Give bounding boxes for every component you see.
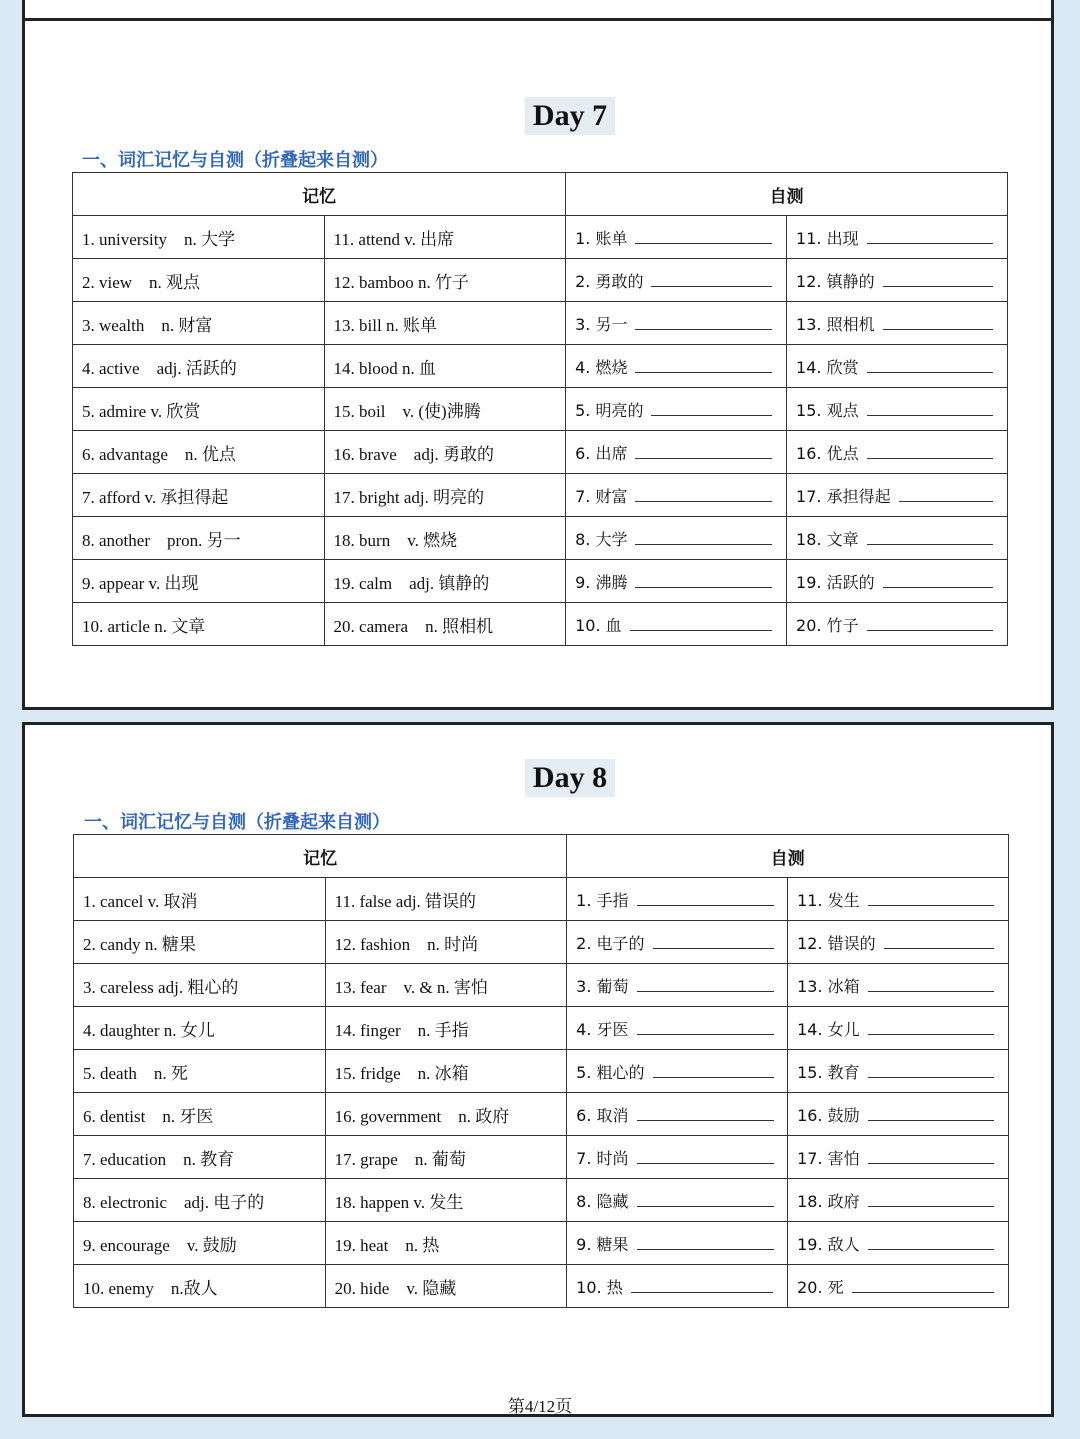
- answer-blank[interactable]: [883, 315, 993, 330]
- table-row: [73, 388, 1008, 431]
- memory-word-cell: [325, 1179, 567, 1222]
- answer-blank[interactable]: [852, 1278, 994, 1293]
- memory-word-cell: [324, 302, 566, 345]
- answer-blank[interactable]: [637, 1149, 774, 1164]
- answer-blank[interactable]: [867, 358, 993, 373]
- test-word-cell: [566, 517, 787, 560]
- cell-text: 14. 欣赏: [796, 357, 859, 377]
- cell-text: 11. 出现: [796, 228, 859, 248]
- cell-text: 2. view n. 观点: [82, 272, 201, 292]
- memory-word-cell: [325, 878, 567, 921]
- cell-text: 1. cancel v. 取消: [83, 891, 198, 911]
- day8-section-heading: 一、词汇记忆与自测（折叠起来自测）: [84, 812, 390, 833]
- test-word-cell: [566, 603, 787, 646]
- cell-text: 12. 镇静的: [796, 271, 875, 291]
- cell-text: 14. finger n. 手指: [334, 1020, 469, 1040]
- cell-text: 16. 鼓励: [797, 1105, 860, 1125]
- day8-vocab-table: [73, 834, 1009, 1308]
- memory-word-cell: [73, 259, 325, 302]
- cell-text: 12. bamboo n. 竹子: [333, 272, 470, 292]
- memory-word-cell: [74, 921, 326, 964]
- cell-text: 18. happen v. 发生: [334, 1192, 464, 1212]
- cell-text: 3. careless adj. 粗心的: [83, 977, 239, 997]
- answer-blank[interactable]: [635, 530, 772, 545]
- cell-text: 9. 沸腾: [575, 572, 628, 592]
- answer-blank[interactable]: [868, 1149, 994, 1164]
- answer-blank[interactable]: [867, 530, 993, 545]
- table-row: [74, 921, 1009, 964]
- cell-text: 6. 取消: [576, 1105, 629, 1125]
- test-word-cell: [566, 259, 787, 302]
- answer-blank[interactable]: [868, 891, 994, 906]
- cell-text: 2. 电子的: [576, 933, 645, 953]
- cell-text: 10. article n. 文章: [82, 616, 206, 636]
- cell-text: 20. camera n. 照相机: [333, 616, 494, 636]
- cell-text: 15. fridge n. 冰箱: [334, 1063, 469, 1083]
- memory-word-cell: [324, 560, 566, 603]
- cell-text: 8. 大学: [575, 529, 628, 549]
- cell-text: 4. 燃烧: [575, 357, 628, 377]
- answer-blank[interactable]: [637, 1020, 774, 1035]
- table-row: [73, 345, 1008, 388]
- cell-text: 16. 优点: [796, 443, 859, 463]
- memory-word-cell: [325, 921, 567, 964]
- test-word-cell: [787, 560, 1008, 603]
- test-word-cell: [788, 878, 1009, 921]
- test-word-cell: [788, 921, 1009, 964]
- memory-word-cell: [73, 474, 325, 517]
- answer-blank[interactable]: [651, 272, 772, 287]
- cell-text: 11. false adj. 错误的: [334, 891, 477, 911]
- answer-blank[interactable]: [868, 1235, 994, 1250]
- self-test-header: 自测: [567, 835, 1009, 878]
- cell-text: 7. education n. 教育: [83, 1149, 235, 1169]
- test-word-cell: [787, 474, 1008, 517]
- cell-text: 5. 粗心的: [576, 1062, 645, 1082]
- test-word-cell: [567, 1179, 788, 1222]
- cell-text: 14. 女儿: [797, 1019, 860, 1039]
- answer-blank[interactable]: [867, 444, 993, 459]
- test-word-cell: [567, 1007, 788, 1050]
- test-word-cell: [787, 302, 1008, 345]
- answer-blank[interactable]: [637, 1192, 774, 1207]
- day7-vocab-table: [72, 172, 1008, 646]
- cell-text: 2. 勇敢的: [575, 271, 644, 291]
- cell-text: 17. 承担得起: [796, 486, 891, 506]
- cell-text: 9. encourage v. 鼓励: [83, 1235, 237, 1255]
- answer-blank[interactable]: [868, 1020, 994, 1035]
- test-word-cell: [787, 603, 1008, 646]
- cell-text: 18. burn v. 燃烧: [333, 530, 458, 550]
- test-word-cell: [567, 1222, 788, 1265]
- cell-text: 8. electronic adj. 电子的: [83, 1192, 265, 1212]
- memory-word-cell: [73, 517, 325, 560]
- cell-text: 20. hide v. 隐藏: [334, 1278, 457, 1298]
- cell-text: 11. 发生: [797, 890, 860, 910]
- cell-text: 18. 文章: [796, 529, 859, 549]
- answer-blank[interactable]: [868, 977, 994, 992]
- table-row: [74, 1050, 1009, 1093]
- answer-blank[interactable]: [867, 616, 993, 631]
- memory-word-cell: [324, 345, 566, 388]
- answer-blank[interactable]: [883, 272, 993, 287]
- memory-word-cell: [73, 345, 325, 388]
- answer-blank[interactable]: [899, 487, 993, 502]
- memory-word-cell: [74, 878, 326, 921]
- cell-text: 20. 竹子: [796, 615, 859, 635]
- memory-word-cell: [73, 603, 325, 646]
- answer-blank[interactable]: [635, 315, 772, 330]
- cell-text: 20. 死: [797, 1277, 844, 1297]
- table-row: [73, 302, 1008, 345]
- test-word-cell: [787, 517, 1008, 560]
- answer-blank[interactable]: [868, 1106, 994, 1121]
- answer-blank[interactable]: [868, 1192, 994, 1207]
- test-word-cell: [567, 1093, 788, 1136]
- self-test-header: 自测: [566, 173, 1008, 216]
- test-word-cell: [567, 1050, 788, 1093]
- test-word-cell: [788, 1050, 1009, 1093]
- answer-blank[interactable]: [637, 1106, 774, 1121]
- test-word-cell: [566, 560, 787, 603]
- memory-word-cell: [74, 1050, 326, 1093]
- table-row: [74, 1136, 1009, 1179]
- memory-word-cell: [74, 1265, 326, 1308]
- test-word-cell: [566, 431, 787, 474]
- cell-text: 19. 敌人: [797, 1234, 860, 1254]
- cell-text: 12. fashion n. 时尚: [334, 934, 479, 954]
- cell-text: 7. afford v. 承担得起: [82, 487, 229, 507]
- memory-header: 记忆: [73, 173, 566, 216]
- cell-text: 3. 葡萄: [576, 976, 629, 996]
- test-word-cell: [788, 1136, 1009, 1179]
- test-word-cell: [567, 964, 788, 1007]
- memory-word-cell: [324, 517, 566, 560]
- table-row: [73, 560, 1008, 603]
- table-row: [74, 1265, 1009, 1308]
- memory-word-cell: [324, 216, 566, 259]
- cell-text: 5. death n. 死: [83, 1063, 188, 1083]
- memory-word-cell: [324, 388, 566, 431]
- cell-text: 3. wealth n. 财富: [82, 315, 213, 335]
- table-row: [74, 1007, 1009, 1050]
- answer-blank[interactable]: [653, 934, 774, 949]
- answer-blank[interactable]: [635, 573, 772, 588]
- cell-text: 19. 活跃的: [796, 572, 875, 592]
- test-word-cell: [787, 259, 1008, 302]
- test-word-cell: [787, 431, 1008, 474]
- test-word-cell: [788, 1179, 1009, 1222]
- cell-text: 15. 教育: [797, 1062, 860, 1082]
- table-row: [74, 1222, 1009, 1265]
- cell-text: 1. 手指: [576, 890, 629, 910]
- answer-blank[interactable]: [635, 229, 772, 244]
- memory-word-cell: [74, 1222, 326, 1265]
- test-word-cell: [566, 345, 787, 388]
- memory-word-cell: [324, 474, 566, 517]
- test-word-cell: [566, 474, 787, 517]
- memory-word-cell: [73, 216, 325, 259]
- cell-text: 11. attend v. 出席: [333, 229, 455, 249]
- answer-blank[interactable]: [635, 487, 772, 502]
- cell-text: 19. heat n. 热: [334, 1235, 440, 1255]
- test-word-cell: [566, 216, 787, 259]
- cell-text: 2. candy n. 糖果: [83, 934, 196, 954]
- memory-header: 记忆: [74, 835, 567, 878]
- day7-section-heading: 一、词汇记忆与自测（折叠起来自测）: [82, 150, 388, 171]
- memory-word-cell: [325, 1007, 567, 1050]
- test-word-cell: [788, 964, 1009, 1007]
- cell-text: 13. 冰箱: [797, 976, 860, 996]
- cell-text: 4. daughter n. 女儿: [83, 1020, 215, 1040]
- cell-text: 17. grape n. 葡萄: [334, 1149, 466, 1169]
- test-word-cell: [567, 1265, 788, 1308]
- cell-text: 10. 血: [575, 615, 622, 635]
- cell-text: 10. 热: [576, 1277, 623, 1297]
- answer-blank[interactable]: [651, 401, 772, 416]
- cell-text: 4. 牙医: [576, 1019, 629, 1039]
- cell-text: 5. admire v. 欣赏: [82, 401, 201, 421]
- test-word-cell: [788, 1007, 1009, 1050]
- answer-blank[interactable]: [868, 1063, 994, 1078]
- answer-blank[interactable]: [635, 358, 772, 373]
- day7-title: Day 7: [0, 97, 1080, 135]
- test-word-cell: [787, 388, 1008, 431]
- cell-text: 17. 害怕: [797, 1148, 860, 1168]
- cell-text: 6. dentist n. 牙医: [83, 1106, 214, 1126]
- table-row: [74, 1179, 1009, 1222]
- answer-blank[interactable]: [631, 1278, 773, 1293]
- cell-text: 1. 账单: [575, 228, 628, 248]
- memory-word-cell: [325, 1136, 567, 1179]
- memory-word-cell: [74, 1136, 326, 1179]
- table-row: [73, 216, 1008, 259]
- cell-text: 16. government n. 政府: [334, 1106, 510, 1126]
- page-number: 第4/12页: [507, 1397, 573, 1416]
- table-row: [74, 964, 1009, 1007]
- cell-text: 10. enemy n.敌人: [83, 1278, 218, 1298]
- cell-text: 15. boil v. (使)沸腾: [333, 401, 481, 421]
- cell-text: 1. university n. 大学: [82, 229, 235, 249]
- answer-blank[interactable]: [884, 934, 994, 949]
- answer-blank[interactable]: [637, 891, 774, 906]
- cell-text: 13. fear v. & n. 害怕: [334, 977, 488, 997]
- test-word-cell: [787, 216, 1008, 259]
- cell-text: 3. 另一: [575, 314, 628, 334]
- memory-word-cell: [324, 431, 566, 474]
- cell-text: 9. 糖果: [576, 1234, 629, 1254]
- cell-text: 19. calm adj. 镇静的: [333, 573, 490, 593]
- cell-text: 12. 错误的: [797, 933, 876, 953]
- answer-blank[interactable]: [630, 616, 772, 631]
- table-row: [73, 431, 1008, 474]
- memory-word-cell: [74, 1007, 326, 1050]
- day8-title: Day 8: [0, 759, 1080, 797]
- memory-word-cell: [74, 1179, 326, 1222]
- answer-blank[interactable]: [867, 229, 993, 244]
- test-word-cell: [566, 388, 787, 431]
- cell-text: 15. 观点: [796, 400, 859, 420]
- memory-word-cell: [73, 431, 325, 474]
- memory-word-cell: [73, 302, 325, 345]
- test-word-cell: [788, 1093, 1009, 1136]
- table-row: [73, 474, 1008, 517]
- cell-text: 7. 时尚: [576, 1148, 629, 1168]
- memory-word-cell: [325, 1222, 567, 1265]
- answer-blank[interactable]: [883, 573, 993, 588]
- test-word-cell: [788, 1265, 1009, 1308]
- answer-blank[interactable]: [637, 1235, 774, 1250]
- cell-text: 13. bill n. 账单: [333, 315, 437, 335]
- test-word-cell: [787, 345, 1008, 388]
- memory-word-cell: [324, 259, 566, 302]
- memory-word-cell: [324, 603, 566, 646]
- cell-text: 13. 照相机: [796, 314, 875, 334]
- cell-text: 8. another pron. 另一: [82, 530, 241, 550]
- answer-blank[interactable]: [653, 1063, 774, 1078]
- memory-word-cell: [325, 1050, 567, 1093]
- cell-text: 6. 出席: [575, 443, 628, 463]
- memory-word-cell: [73, 560, 325, 603]
- test-word-cell: [788, 1222, 1009, 1265]
- table-row: [73, 603, 1008, 646]
- cell-text: 6. advantage n. 优点: [82, 444, 236, 464]
- answer-blank[interactable]: [635, 444, 772, 459]
- table-row: [74, 1093, 1009, 1136]
- memory-word-cell: [74, 1093, 326, 1136]
- memory-word-cell: [73, 388, 325, 431]
- table-row: [73, 259, 1008, 302]
- memory-word-cell: [325, 1265, 567, 1308]
- test-word-cell: [567, 1136, 788, 1179]
- test-word-cell: [567, 921, 788, 964]
- cell-text: 8. 隐藏: [576, 1191, 629, 1211]
- cell-text: 18. 政府: [797, 1191, 860, 1211]
- test-word-cell: [566, 302, 787, 345]
- cell-text: 14. blood n. 血: [333, 358, 437, 378]
- table-row: [74, 878, 1009, 921]
- cell-text: 9. appear v. 出现: [82, 573, 199, 593]
- cell-text: 17. bright adj. 明亮的: [333, 487, 485, 507]
- answer-blank[interactable]: [867, 401, 993, 416]
- cell-text: 7. 财富: [575, 486, 628, 506]
- memory-word-cell: [325, 964, 567, 1007]
- cell-text: 4. active adj. 活跃的: [82, 358, 237, 378]
- memory-word-cell: [74, 964, 326, 1007]
- memory-word-cell: [325, 1093, 567, 1136]
- answer-blank[interactable]: [637, 977, 774, 992]
- test-word-cell: [567, 878, 788, 921]
- table-row: [73, 517, 1008, 560]
- cell-text: 16. brave adj. 勇敢的: [333, 444, 495, 464]
- cell-text: 5. 明亮的: [575, 400, 644, 420]
